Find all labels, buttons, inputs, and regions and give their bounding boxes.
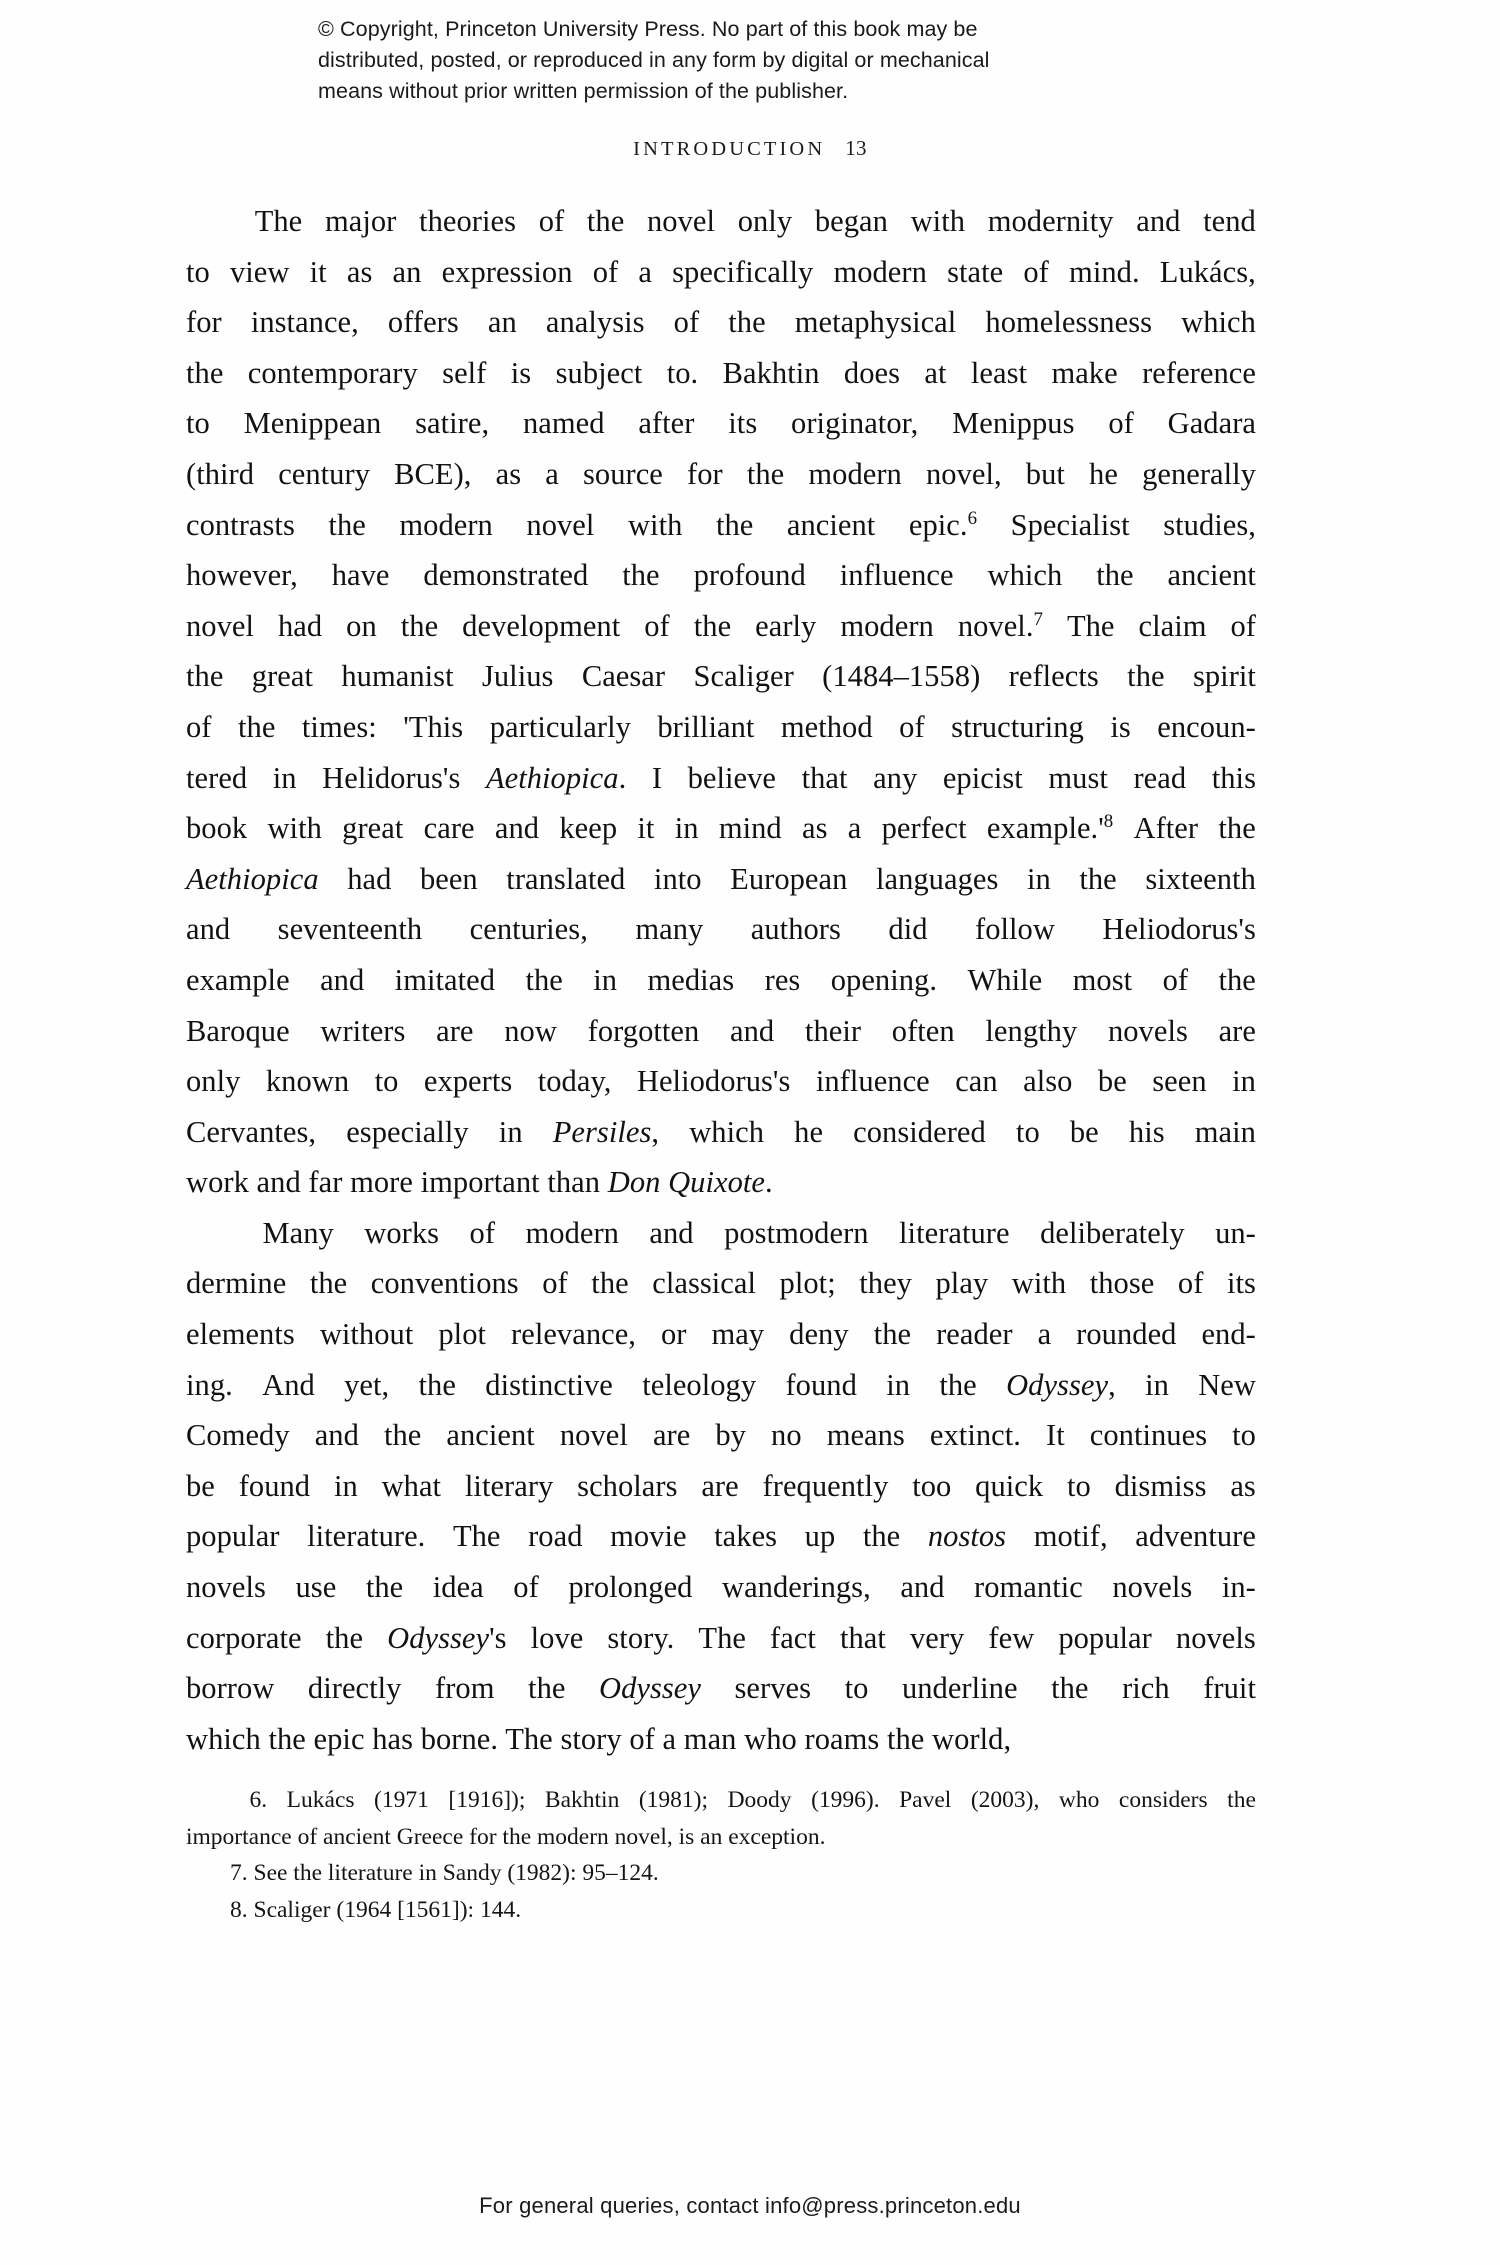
- text-line: Many works of modern and postmodern literature deliberately un-: [262, 1215, 1256, 1250]
- text-line: tered in Helidorus's Aethiopica. I believe that any epicist must read this: [186, 760, 1256, 795]
- text-line: which the epic has borne. The story of a man who roams the world,: [186, 1721, 1012, 1756]
- text-line: example and imitated the in medias res opening. While most of the: [186, 962, 1256, 997]
- text-line: popular literature. The road movie takes up the nostos motif, adventure: [186, 1519, 1256, 1554]
- footnote-line: 6. Lukács (1971 [1916]); Bakhtin (1981); Doody (1996). Pavel (2003), who considers the: [249, 1787, 1256, 1813]
- copyright-line-1: © Copyright, Princeton University Press. No part of this book may be: [318, 17, 978, 41]
- copyright-notice: [318, 14, 1178, 107]
- text-line: (third century BCE), as a source for the modern novel, but he generally: [186, 456, 1256, 491]
- text-line: dermine the conventions of the classical plot; they play with those of its: [186, 1266, 1256, 1301]
- footnote: [186, 1855, 1256, 1892]
- running-head-label: INTRODUCTION: [633, 138, 826, 160]
- text-line: novel had on the development of the early modern novel.$^7$ The claim of: [186, 608, 1256, 643]
- text-line: novels use the idea of prolonged wanderings, and romantic novels in-: [186, 1570, 1256, 1605]
- text-line: book with great care and keep it in mind as a perfect example.'$^8$ After the: [186, 810, 1256, 846]
- text-line: ing. And yet, the distinctive teleology found in the Odyssey, in New: [186, 1367, 1256, 1402]
- text-line: only known to experts today, Heliodorus's influence can also be seen in: [186, 1064, 1256, 1099]
- body-text: [186, 196, 1256, 1764]
- text-line: the great humanist Julius Caesar Scaliger (1484–1558) reflects the spirit: [186, 659, 1256, 694]
- text-line: be found in what literary scholars are frequently too quick to dismiss as: [186, 1468, 1256, 1503]
- page-footer: For general queries, contact info@press.princeton.edu: [479, 2193, 1021, 2218]
- text-line: work and far more important than Don Quixote.: [186, 1165, 773, 1200]
- footnote-line: 8. Scaliger (1964 [1561]): 144.: [230, 1896, 522, 1923]
- text-line: to view it as an expression of a specifically modern state of mind. Lukács,: [186, 254, 1256, 289]
- footnote-line: 7. See the literature in Sandy (1982): 95–124.: [230, 1860, 659, 1886]
- text-line: corporate the Odyssey's love story. The fact that very few popular novels: [186, 1620, 1256, 1655]
- page-number: 13: [845, 136, 867, 160]
- paragraph-2: [186, 1208, 1256, 1765]
- text-line: Baroque writers are now forgotten and their often lengthy novels are: [186, 1013, 1256, 1048]
- text-line: elements without plot relevance, or may deny the reader a rounded end-: [186, 1317, 1256, 1352]
- copyright-line-3: means without prior written permission of the publisher.: [318, 79, 849, 103]
- text-line: of the times: 'This particularly brilliant method of structuring is encoun-: [186, 709, 1256, 744]
- text-line: Aethiopica had been translated into European languages in the sixteenth: [186, 861, 1256, 896]
- text-line: The major theories of the novel only began with modernity and tend: [254, 204, 1256, 238]
- copyright-line-2: distributed, posted, or reproduced in any form by digital or mechanical: [318, 48, 990, 72]
- text-line: Comedy and the ancient novel are by no means extinct. It continues to: [186, 1418, 1256, 1453]
- footnote-line: importance of ancient Greece for the modern novel, is an exception.: [186, 1823, 826, 1850]
- text-line: and seventeenth centuries, many authors did follow Heliodorus's: [186, 912, 1256, 947]
- text-line: however, have demonstrated the profound influence which the ancient: [186, 558, 1256, 593]
- text-line: borrow directly from the Odyssey serves to underline the rich fruit: [186, 1671, 1256, 1706]
- running-head: [0, 135, 1500, 162]
- footnote: [186, 1782, 1256, 1855]
- text-line: the contemporary self is subject to. Bakhtin does at least make reference: [186, 355, 1256, 390]
- text-line: for instance, offers an analysis of the metaphysical homelessness which: [186, 305, 1256, 340]
- text-line: contrasts the modern novel with the ancient epic.$^6$ Specialist studies,: [186, 507, 1256, 542]
- footnotes-block: [186, 1782, 1256, 1928]
- footnote: [186, 1892, 1256, 1929]
- text-line: Cervantes, especially in Persiles, which he considered to be his main: [186, 1114, 1256, 1149]
- text-line: to Menippean satire, named after its originator, Menippus of Gadara: [186, 406, 1256, 441]
- paragraph-1: [186, 196, 1256, 1208]
